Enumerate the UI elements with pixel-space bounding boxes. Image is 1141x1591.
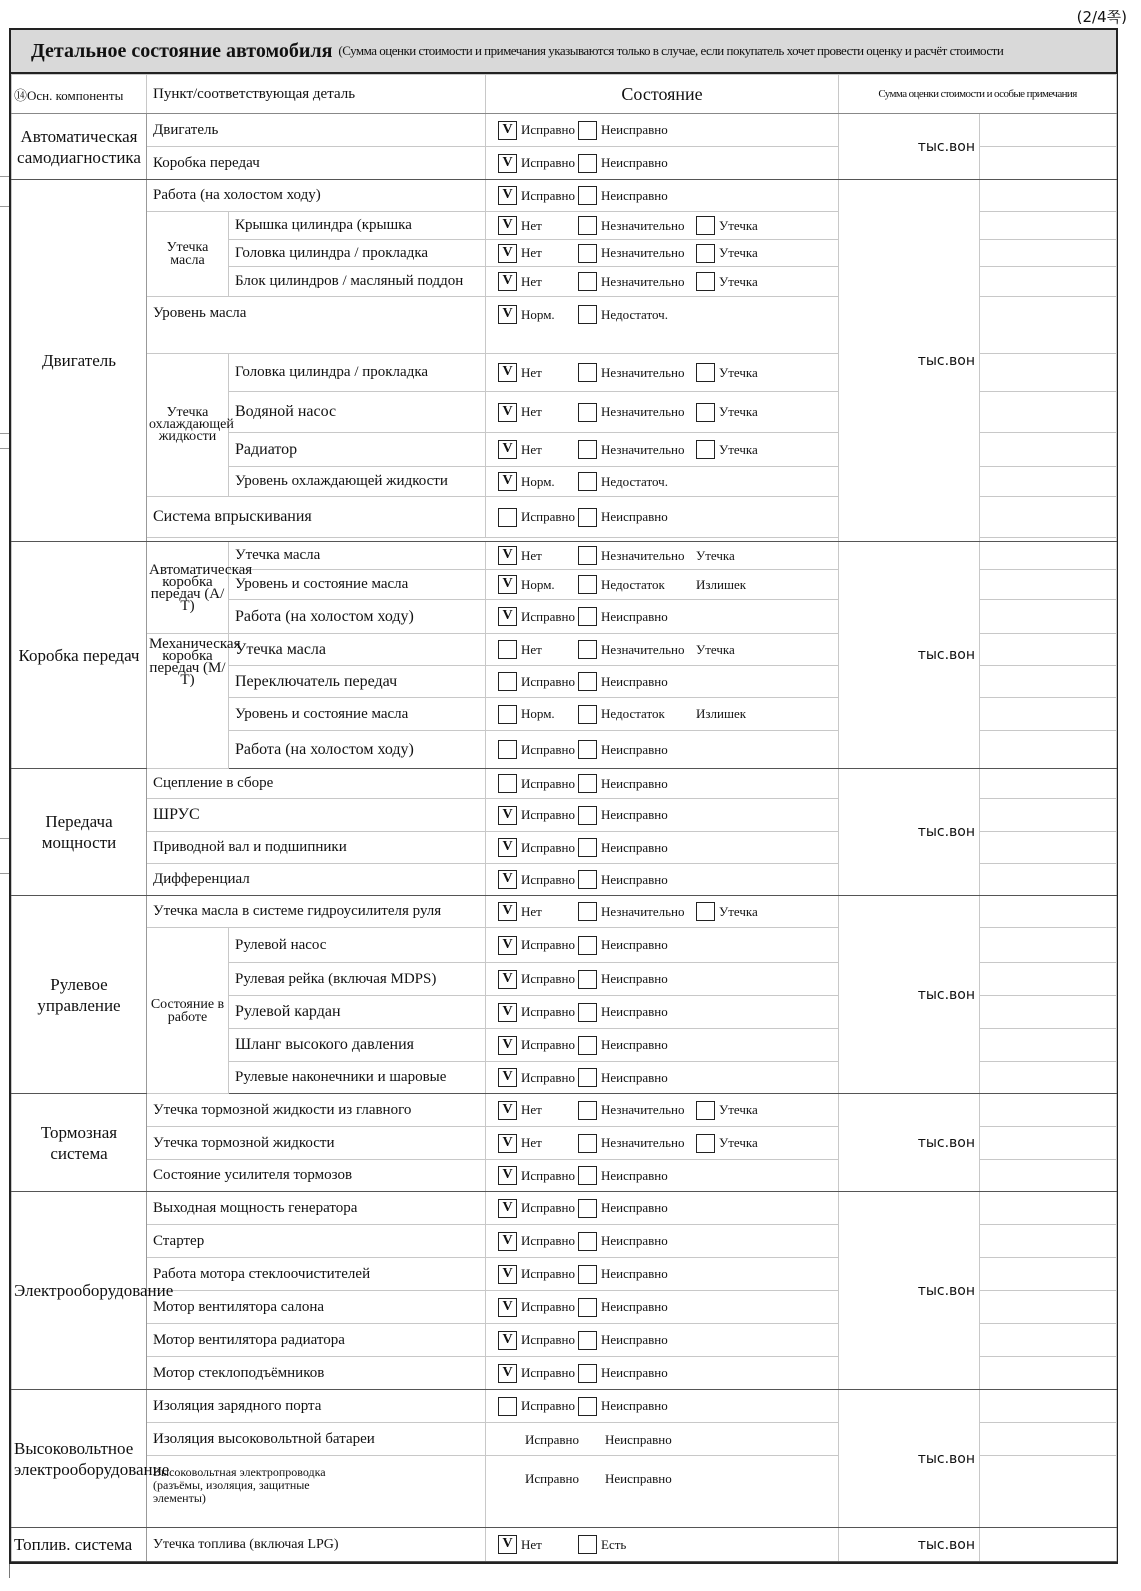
- state-cell: V Исправно Неисправно: [486, 996, 839, 1029]
- form-title-main: Детальное состояние автомобиля: [31, 39, 333, 62]
- header-amount: Сумма оценки стоимости и особые примечания: [839, 75, 1117, 114]
- checkbox[interactable]: [578, 440, 597, 459]
- state-cell: V Нет Незначительно Утечка: [486, 433, 839, 467]
- item-label: Мотор вентилятора радиатора: [147, 1324, 486, 1357]
- remarks-cell[interactable]: [980, 1456, 1117, 1528]
- state-cell: Исправно Неисправно: [486, 731, 839, 769]
- checkbox-checked[interactable]: V: [498, 1535, 517, 1554]
- category-selfdiag: Автоматическая самодиагностика: [12, 114, 147, 180]
- state-cell: V Исправно Неисправно: [486, 928, 839, 963]
- state-cell: V Исправно Неисправно: [486, 1225, 839, 1258]
- category-steering: Рулевое управление: [12, 896, 147, 1094]
- header-item: Пункт/соответствующая деталь: [147, 75, 486, 114]
- remarks-cell[interactable]: [980, 896, 1117, 928]
- remarks-cell[interactable]: [980, 212, 1117, 240]
- state-cell: V Нет Незначительно Утечка: [486, 392, 839, 433]
- state-cell: V Исправно Неисправно: [486, 1160, 839, 1192]
- remarks-cell[interactable]: [980, 267, 1117, 297]
- subgroup-mt: Механическая коробка передач (М/Т): [147, 634, 229, 769]
- checkbox[interactable]: [578, 1265, 597, 1284]
- state-cell: Норм. Недостаток Излишек: [486, 698, 839, 731]
- item-label: Шланг высокого давления: [229, 1029, 486, 1062]
- checkbox-checked[interactable]: V: [498, 121, 517, 140]
- item-label: Работа (на холостом ходу): [229, 600, 486, 634]
- item-label: Система впрыскивания: [147, 497, 486, 538]
- checkbox-checked[interactable]: V: [498, 1036, 517, 1055]
- remarks-cell[interactable]: [980, 180, 1117, 212]
- state-cell: V Норм. Недостаточ.: [486, 297, 839, 354]
- checkbox[interactable]: [696, 1101, 715, 1120]
- state-cell: V Исправно Неисправно: [486, 1357, 839, 1390]
- remarks-cell[interactable]: [980, 634, 1117, 666]
- header-state: Состояние: [486, 75, 839, 114]
- item-label: Двигатель: [147, 114, 486, 147]
- state-cell: V Исправно Неисправно: [486, 600, 839, 634]
- item-label: Выходная мощность генератора: [147, 1192, 486, 1225]
- state-cell: Нет Незначительно Утечка: [486, 634, 839, 666]
- state-cell: V Исправно Неисправно: [486, 1192, 839, 1225]
- item-label: Рулевой кардан: [229, 996, 486, 1029]
- state-cell: V Исправно Неисправно: [486, 1062, 839, 1094]
- item-label: Головка цилиндра / прокладка: [229, 354, 486, 392]
- checkbox-checked[interactable]: V: [498, 472, 517, 491]
- state-cell: V Нет Есть: [486, 1528, 839, 1562]
- item-label: Уровень и состояние масла: [229, 570, 486, 600]
- checkbox[interactable]: [696, 902, 715, 921]
- amount-cell: тыс.вон: [839, 542, 980, 769]
- item-label: Крышка цилиндра (крышка: [229, 212, 486, 240]
- item-label: Рулевые наконечники и шаровые: [229, 1062, 486, 1094]
- state-cell: Исправно Неисправно: [486, 666, 839, 698]
- checkbox-checked[interactable]: V: [498, 1134, 517, 1153]
- state-cell: V Исправно Неисправно: [486, 1291, 839, 1324]
- state-cell: V Нет Незначительно Утечка: [486, 354, 839, 392]
- checkbox[interactable]: [578, 403, 597, 422]
- checkbox[interactable]: [498, 774, 517, 793]
- checkbox-checked[interactable]: V: [498, 1364, 517, 1383]
- remarks-cell[interactable]: [980, 392, 1117, 433]
- checkbox[interactable]: [696, 403, 715, 422]
- state-cell: V Нет Незначительно Утечка: [486, 240, 839, 267]
- state-cell: V Исправно Неисправно: [486, 832, 839, 864]
- item-label: Рулевая рейка (включая MDPS): [229, 963, 486, 996]
- checkbox[interactable]: [696, 1134, 715, 1153]
- checkbox[interactable]: [578, 774, 597, 793]
- state-cell: V Исправно Неисправно: [486, 963, 839, 996]
- checkbox[interactable]: [578, 1068, 597, 1087]
- checkbox[interactable]: [578, 936, 597, 955]
- item-label: Уровень охлаждающей жидкости: [229, 467, 486, 497]
- checkbox[interactable]: [498, 508, 517, 527]
- amount-cell: тыс.вон: [839, 1390, 980, 1528]
- remarks-cell[interactable]: [980, 240, 1117, 267]
- item-label: Сцепление в сборе: [147, 769, 486, 799]
- state-cell: V Нет Незначительно Утечка: [486, 267, 839, 297]
- table-row: [12, 1390, 1117, 1423]
- checkbox[interactable]: [578, 740, 597, 759]
- remarks-cell[interactable]: [980, 799, 1117, 832]
- category-engine: Двигатель: [12, 180, 147, 542]
- checkbox-checked[interactable]: V: [498, 936, 517, 955]
- item-label: Утечка масла в системе гидроусилителя руля: [147, 896, 486, 928]
- state-cell: V Норм. Недостаточ.: [486, 467, 839, 497]
- table-header-row: [12, 75, 1117, 114]
- subgroup-oil-leak: Утечка масла: [147, 212, 229, 297]
- remarks-cell[interactable]: [980, 996, 1117, 1029]
- checkbox[interactable]: [578, 1331, 597, 1350]
- checkbox[interactable]: [578, 508, 597, 527]
- remarks-cell[interactable]: [980, 1528, 1117, 1562]
- page-number: (2/4쪽): [1076, 8, 1127, 26]
- form-title-note: (Сумма оценки стоимости и примечания указываются только в случае, если покупатель хочет провести оценку и расчёт стоимости: [338, 43, 1004, 58]
- checkbox[interactable]: [578, 1364, 597, 1383]
- checkbox[interactable]: [578, 806, 597, 825]
- table-row: [12, 114, 1117, 147]
- remarks-cell[interactable]: [980, 1258, 1117, 1291]
- state-cell: V Исправно Неисправно: [486, 180, 839, 212]
- item-label: Головка цилиндра / прокладка: [229, 240, 486, 267]
- remarks-cell[interactable]: [980, 731, 1117, 769]
- remarks-cell[interactable]: [980, 1160, 1117, 1192]
- item-label: Мотор стеклоподъёмников: [147, 1357, 486, 1390]
- checkbox[interactable]: [578, 705, 597, 724]
- remarks-cell[interactable]: [980, 963, 1117, 996]
- state-cell: V Нет Незначительно Утечка: [486, 542, 839, 570]
- checkbox-checked[interactable]: V: [498, 546, 517, 565]
- checkbox[interactable]: [578, 1535, 597, 1554]
- table-row: [12, 180, 1117, 212]
- item-label: Приводной вал и подшипники: [147, 832, 486, 864]
- category-fuel: Топлив. система: [12, 1528, 147, 1562]
- checkbox[interactable]: [696, 440, 715, 459]
- table-row: [12, 1528, 1117, 1562]
- checkbox[interactable]: [578, 838, 597, 857]
- checkbox-checked[interactable]: V: [498, 1068, 517, 1087]
- checkbox-checked[interactable]: V: [498, 1003, 517, 1022]
- remarks-cell[interactable]: [980, 1225, 1117, 1258]
- checkbox-checked[interactable]: V: [498, 244, 517, 263]
- checkbox[interactable]: [696, 244, 715, 263]
- remarks-cell[interactable]: [980, 1094, 1117, 1127]
- category-transmission: Коробка передач: [12, 542, 147, 769]
- remarks-cell[interactable]: [980, 666, 1117, 698]
- checkbox-checked[interactable]: V: [498, 806, 517, 825]
- state-cell: V Нет Незначительно Утечка: [486, 1127, 839, 1160]
- checkbox[interactable]: [498, 705, 517, 724]
- item-label: Высоковольтная электропроводка (разъёмы, изоляция, защитные элементы): [147, 1456, 486, 1528]
- checkbox-checked[interactable]: V: [498, 363, 517, 382]
- item-label: Водяной насос: [229, 392, 486, 433]
- category-electrical: Электрооборудование: [12, 1192, 147, 1390]
- checkbox[interactable]: [578, 1298, 597, 1317]
- checkbox-checked[interactable]: V: [498, 1265, 517, 1284]
- checkbox[interactable]: [578, 546, 597, 565]
- category-power: Передача мощности: [12, 769, 147, 896]
- remarks-cell[interactable]: [980, 600, 1117, 634]
- remarks-cell[interactable]: [980, 1390, 1117, 1423]
- checkbox-checked[interactable]: V: [498, 902, 517, 921]
- remarks-cell[interactable]: [980, 1127, 1117, 1160]
- item-label: Состояние усилителя тормозов: [147, 1160, 486, 1192]
- checkbox[interactable]: [696, 272, 715, 291]
- amount-cell: тыс.вон: [839, 769, 980, 896]
- checkbox[interactable]: [578, 1166, 597, 1185]
- state-cell: V Нет Незначительно Утечка: [486, 896, 839, 928]
- checkbox[interactable]: [578, 1199, 597, 1218]
- table-row: [12, 769, 1117, 799]
- state-cell: V Исправно Неисправно: [486, 799, 839, 832]
- checkbox-checked[interactable]: V: [498, 1101, 517, 1120]
- item-label: Работа (на холостом ходу): [147, 180, 486, 212]
- item-label: Радиатор: [229, 433, 486, 467]
- state-cell: Исправно Неисправно: [486, 769, 839, 799]
- checkbox[interactable]: [578, 154, 597, 173]
- remarks-cell[interactable]: [980, 769, 1117, 799]
- condition-table: [11, 74, 1117, 1562]
- remarks-cell[interactable]: [980, 467, 1117, 497]
- checkbox[interactable]: [578, 672, 597, 691]
- remarks-cell[interactable]: [980, 1291, 1117, 1324]
- checkbox-checked[interactable]: V: [498, 440, 517, 459]
- item-label: Утечка топлива (включая LPG): [147, 1528, 486, 1562]
- category-high-voltage: Высоковольтное электрооборудование: [12, 1390, 147, 1528]
- amount-cell: тыс.вон: [839, 896, 980, 1094]
- checkbox[interactable]: [578, 640, 597, 659]
- state-cell: Исправно Неисправно: [486, 1423, 839, 1456]
- remarks-cell[interactable]: [980, 1062, 1117, 1094]
- checkbox[interactable]: [578, 1036, 597, 1055]
- amount-cell: тыс.вон: [839, 180, 980, 542]
- checkbox[interactable]: [498, 740, 517, 759]
- checkbox[interactable]: [578, 1397, 597, 1416]
- state-cell: Исправно Неисправно: [486, 1456, 839, 1528]
- state-cell: V Исправно Неисправно: [486, 864, 839, 896]
- item-label: ШРУС: [147, 799, 486, 832]
- remarks-cell[interactable]: [980, 1423, 1117, 1456]
- checkbox-checked[interactable]: V: [498, 1232, 517, 1251]
- checkbox[interactable]: [578, 186, 597, 205]
- checkbox[interactable]: [578, 902, 597, 921]
- item-label: Дифференциал: [147, 864, 486, 896]
- item-label: Уровень и состояние масла: [229, 698, 486, 731]
- checkbox-checked[interactable]: V: [498, 154, 517, 173]
- checkbox-checked[interactable]: V: [498, 1166, 517, 1185]
- remarks-cell[interactable]: [980, 1029, 1117, 1062]
- remarks-cell[interactable]: [980, 497, 1117, 538]
- checkbox[interactable]: [578, 244, 597, 263]
- checkbox-checked[interactable]: V: [498, 838, 517, 857]
- checkbox-checked[interactable]: V: [498, 1298, 517, 1317]
- remarks-cell[interactable]: [980, 114, 1117, 147]
- checkbox-checked[interactable]: V: [498, 607, 517, 626]
- subgroup-steer-work: Состояние в работе: [147, 928, 229, 1094]
- form-title: [11, 30, 1116, 74]
- checkbox-checked[interactable]: V: [498, 970, 517, 989]
- remarks-cell[interactable]: [980, 1192, 1117, 1225]
- checkbox-checked[interactable]: V: [498, 272, 517, 291]
- checkbox[interactable]: [498, 1397, 517, 1416]
- state-cell: Исправно Неисправно: [486, 497, 839, 538]
- checkbox[interactable]: [498, 640, 517, 659]
- checkbox[interactable]: [578, 1101, 597, 1120]
- checkbox-checked[interactable]: V: [498, 1199, 517, 1218]
- remarks-cell[interactable]: [980, 570, 1117, 600]
- checkbox[interactable]: [578, 1003, 597, 1022]
- checkbox[interactable]: [578, 121, 597, 140]
- checkbox-checked[interactable]: V: [498, 403, 517, 422]
- checkbox-checked[interactable]: V: [498, 216, 517, 235]
- state-cell: V Исправно Неисправно: [486, 147, 839, 180]
- table-row: [12, 896, 1117, 928]
- checkbox-checked[interactable]: V: [498, 575, 517, 594]
- item-label: Утечка тормозной жидкости: [147, 1127, 486, 1160]
- remarks-cell[interactable]: [980, 147, 1117, 180]
- remarks-cell[interactable]: [980, 433, 1117, 467]
- vehicle-condition-form: [9, 28, 1118, 1564]
- checkbox-checked[interactable]: V: [498, 1331, 517, 1350]
- checkbox[interactable]: [578, 472, 597, 491]
- state-cell: V Исправно Неисправно: [486, 1258, 839, 1291]
- item-label: Утечка масла: [229, 542, 486, 570]
- item-label: Мотор вентилятора салона: [147, 1291, 486, 1324]
- table-row: [12, 1192, 1117, 1225]
- checkbox[interactable]: [498, 672, 517, 691]
- checkbox[interactable]: [578, 1134, 597, 1153]
- state-cell: V Исправно Неисправно: [486, 1029, 839, 1062]
- item-label: Стартер: [147, 1225, 486, 1258]
- remarks-cell[interactable]: [980, 297, 1117, 354]
- item-label: Утечка тормозной жидкости из главного: [147, 1094, 486, 1127]
- checkbox[interactable]: [578, 216, 597, 235]
- subgroup-coolant-leak: Утечка охлаждающей жидкости: [147, 354, 229, 497]
- checkbox[interactable]: [578, 272, 597, 291]
- remarks-cell[interactable]: [980, 1324, 1117, 1357]
- subgroup-at: Автоматическая коробка передач (А/Т): [147, 542, 229, 634]
- table-row: [12, 542, 1117, 570]
- checkbox-checked[interactable]: V: [498, 186, 517, 205]
- checkbox[interactable]: [578, 363, 597, 382]
- remarks-cell[interactable]: [980, 864, 1117, 896]
- remarks-cell[interactable]: [980, 698, 1117, 731]
- amount-cell: тыс.вон: [839, 1528, 980, 1562]
- remarks-cell[interactable]: [980, 928, 1117, 963]
- checkbox-checked[interactable]: V: [498, 305, 517, 324]
- checkbox[interactable]: [696, 363, 715, 382]
- checkbox[interactable]: [578, 575, 597, 594]
- item-label: Работа (на холостом ходу): [229, 731, 486, 769]
- item-label: Утечка масла: [229, 634, 486, 666]
- state-cell: V Исправно Неисправно: [486, 1324, 839, 1357]
- checkbox[interactable]: [578, 305, 597, 324]
- state-cell: V Исправно Неисправно: [486, 114, 839, 147]
- remarks-cell[interactable]: [980, 354, 1117, 392]
- remarks-cell[interactable]: [980, 832, 1117, 864]
- item-label: Коробка передач: [147, 147, 486, 180]
- state-cell: V Нет Незначительно Утечка: [486, 1094, 839, 1127]
- checkbox[interactable]: [696, 216, 715, 235]
- checkbox[interactable]: [578, 607, 597, 626]
- item-label: Переключатель передач: [229, 666, 486, 698]
- checkbox[interactable]: [578, 1232, 597, 1251]
- remarks-cell[interactable]: [980, 1357, 1117, 1390]
- amount-cell: тыс.вон: [839, 114, 980, 180]
- amount-cell: тыс.вон: [839, 1094, 980, 1192]
- item-label: Изоляция зарядного порта: [147, 1390, 486, 1423]
- item-label: Уровень масла: [147, 297, 486, 354]
- checkbox[interactable]: [578, 970, 597, 989]
- item-label: Изоляция высоковольтной батареи: [147, 1423, 486, 1456]
- checkbox-checked[interactable]: V: [498, 870, 517, 889]
- checkbox[interactable]: [578, 870, 597, 889]
- remarks-cell[interactable]: [980, 542, 1117, 570]
- header-components: ⑭Осн. компоненты: [12, 75, 147, 114]
- item-label: Рулевой насос: [229, 928, 486, 963]
- table-row: [12, 1094, 1117, 1127]
- state-cell: V Нет Незначительно Утечка: [486, 212, 839, 240]
- category-brake: Тормозная система: [12, 1094, 147, 1192]
- item-label: Работа мотора стеклоочистителей: [147, 1258, 486, 1291]
- state-cell: V Норм. Недостаток Излишек: [486, 570, 839, 600]
- amount-cell: тыс.вон: [839, 1192, 980, 1390]
- item-label: Блок цилиндров / масляный поддон: [229, 267, 486, 297]
- state-cell: Исправно Неисправно: [486, 1390, 839, 1423]
